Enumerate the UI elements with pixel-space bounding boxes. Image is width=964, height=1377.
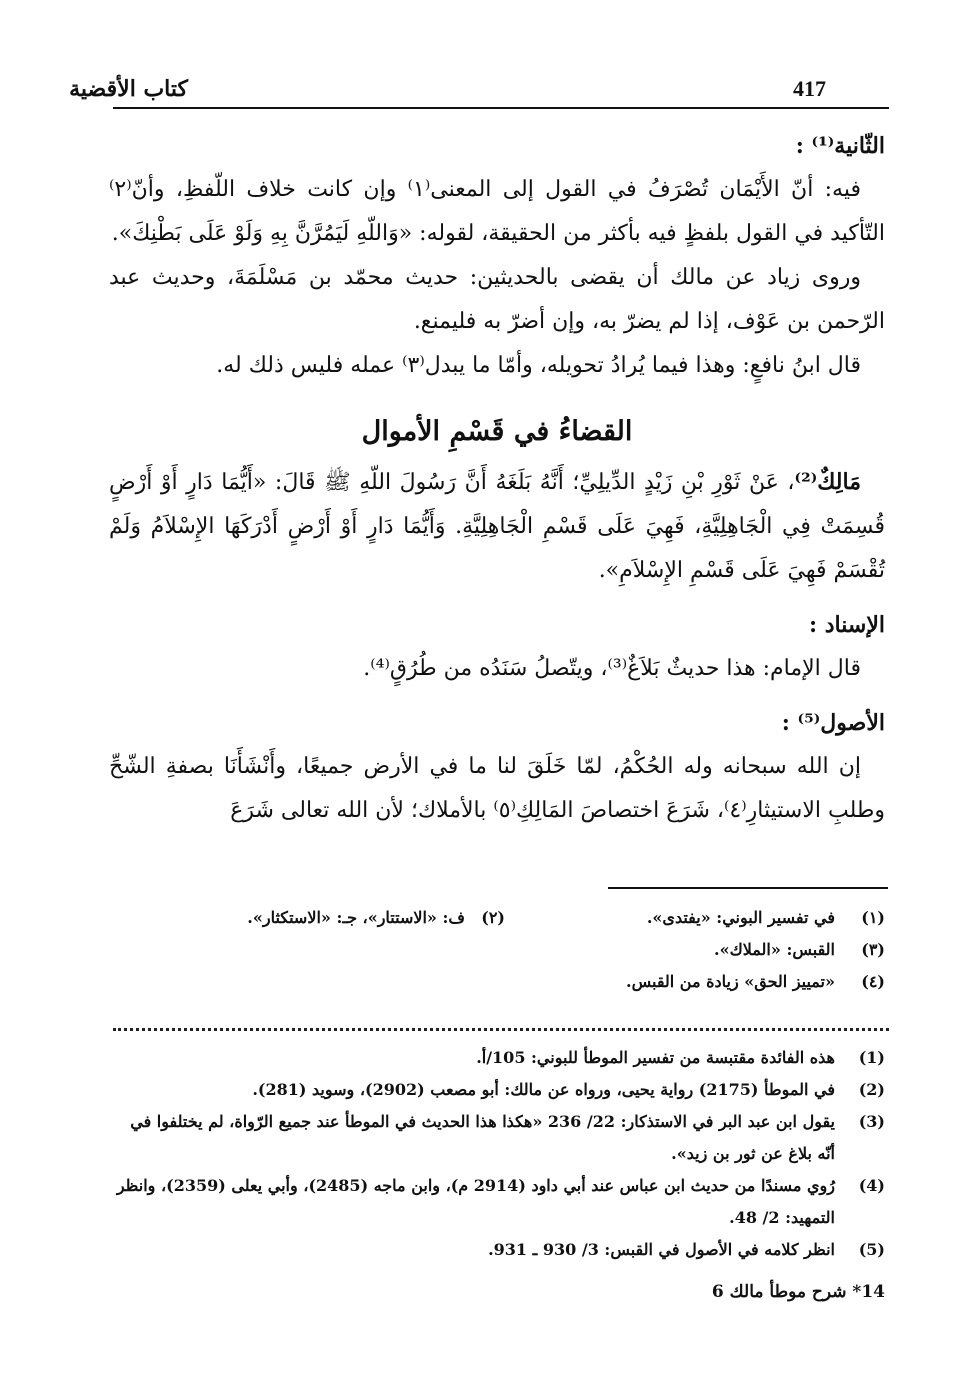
chapter-heading: القضاءُ في قَسْمِ الأموال	[361, 416, 633, 447]
footnote-row: (٤) «تمييز الحق» زيادة من القبس.	[626, 972, 885, 991]
footnote-rule	[608, 887, 888, 889]
dotted-separator	[113, 1028, 889, 1031]
usul-text: إن الله سبحانه وله الحُكْمُ، لمّا خَلَقَ لنا ما في الأرض جميعًا، وأَنْشَأَنَا بصفةِ الشّحِّ وطلبِ الاستيثارِ⁽٤⁾، شَرَعَ اختصاصَ المَالِكِ⁽٥⁾ بالأملاك؛ لأن الله تعالى شَرَعَ	[109, 754, 885, 823]
footnotes-editor	[109, 1042, 885, 1266]
footnote-row: (4) رُوي مسندًا من حديث ابن عباس عند أبي داود (2914 م)، وابن ماجه (2485)، وأبي يعلى (2359)، وانظر التمهيد: 2/ 48.	[116, 1176, 885, 1227]
footnotes-variants	[109, 902, 885, 998]
paragraph: فيه: أنّ الأَيْمَان تُصْرَفُ في القول إلى المعنى⁽١⁾ وإن كانت خلاف اللّفظِ، وأنّ⁽٢⁾ التّأكيد في القول بلفظٍ فيه بأكثر من الحقيقة، لقوله: «وَاللّهِ لَيَمُرَّنَّ بِهِ وَلَوْ عَلَى بَطْنِكَ».	[109, 177, 885, 246]
footnote-row: (2) في الموطأ (2175) رواية يحيى، ورواه عن مالك: أبو مصعب (2902)، وسويد (281).	[252, 1080, 885, 1099]
point-title: الثّانية⁽¹⁾ :	[795, 133, 885, 159]
hadith-text	[109, 460, 885, 593]
hadith-narrator: مَالِكٌ⁽²⁾	[794, 469, 861, 495]
footnote-row: (٣) القبس: «الملاك».	[714, 940, 885, 959]
header-rule	[113, 107, 889, 109]
running-header-title: كتاب الأقضية	[69, 76, 188, 102]
usul-title: الأصول⁽⁵⁾ :	[781, 710, 885, 736]
isnad-title: الإسناد :	[808, 612, 885, 638]
isnad-text: قال الإمام: هذا حديثٌ بَلاَغٌ⁽³⁾، ويتّصلُ سَنَدُه من طُرُقٍ⁽⁴⁾.	[363, 656, 861, 681]
section-division-of-wealth	[109, 410, 885, 833]
footnote-row: (3) يقول ابن عبد البر في الاستذكار: 22/ 236 «هكذا هذا الحديث في الموطأ عند جميع الرّواة، لم يختلفوا في أنّه بلاغ عن ثور بن زيد».	[130, 1112, 885, 1163]
footnote-row: (5) انظر كلامه في الأصول في القبس: 3/ 930 ـ 931.	[488, 1240, 885, 1259]
signature-mark: 14* شرح موطأ مالك 6	[711, 1282, 885, 1302]
page-number: 417	[793, 76, 826, 101]
paragraph: قال ابنُ نافعٍ: وهذا فيما يُرادُ تحويله، وأمّا ما يبدل⁽٣⁾ عمله فليس ذلك له.	[216, 353, 861, 378]
paragraph: وروى زياد عن مالك أن يقضى بالحديثين: حديث محمّد بن مَسْلَمَةَ، وحديث عبد الرّحمن بن عَوْف، إذا لم يضرّ به، وإن أضرّ به فليمنع.	[109, 265, 885, 334]
footnote-row: (1) هذه الفائدة مقتبسة من تفسير الموطأ للبوني: 105/أ.	[476, 1048, 885, 1067]
footnote-row: (١) في تفسير البوني: «يفتدى». (٢) ف: «الاستتار»، جـ: «الاستكثار».	[247, 908, 885, 927]
hadith-body: ، عَنْ ثَوْرِ بْنِ زَيْدٍ الدِّيلِيِّ؛ أَنَّهُ بَلَغَهُ أَنَّ رَسُولَ اللّهِ ﷺ قَالَ: «أَيُّمَا دَارٍ أَوْ أَرْضٍ قُسِمَتْ فِي الْجَاهِلِيَّةِ، فَهِيَ عَلَى قَسْمِ الْجَاهِلِيَّةِ. وَأَيُّمَا دَارٍ أَوْ أَرْضٍ أَدْرَكَهَا الإِسْلاَمُ وَلَمْ تُقْسَمْ فَهِيَ عَلَى قَسْمِ الإِسْلاَمِ».	[109, 470, 885, 583]
section-second-point	[109, 124, 885, 388]
